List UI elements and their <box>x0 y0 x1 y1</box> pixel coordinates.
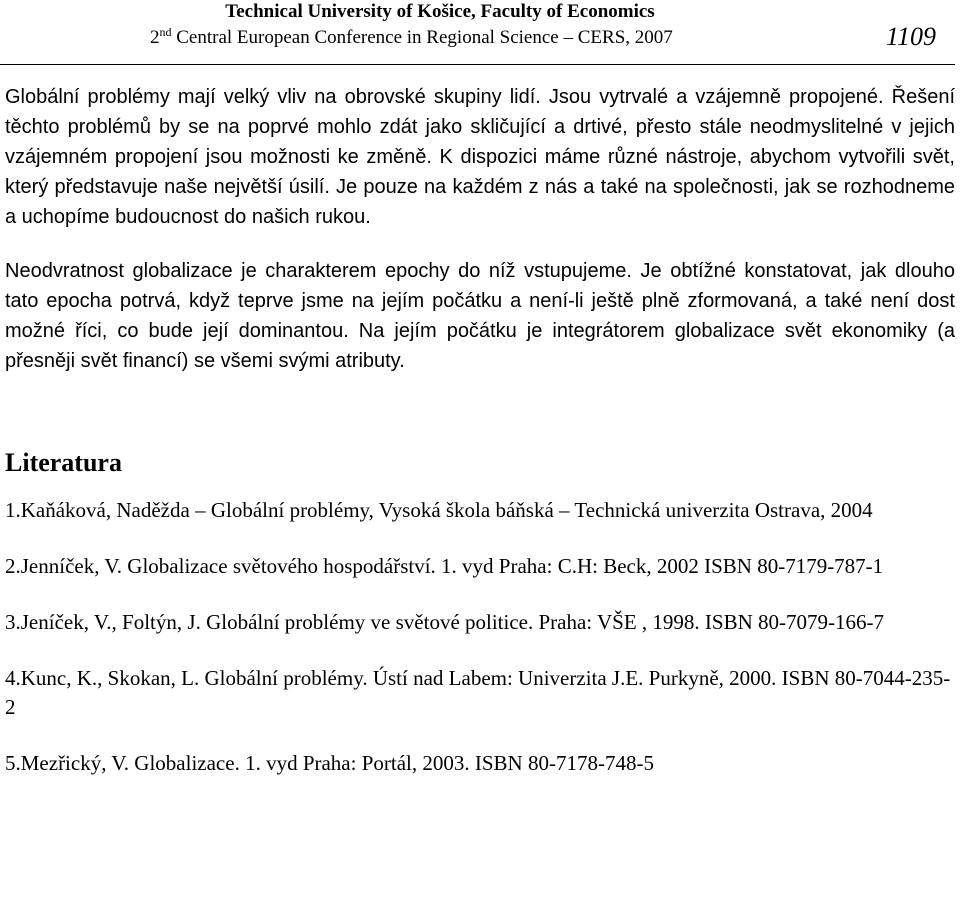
header-divider <box>0 64 955 65</box>
body-paragraph: Globální problémy mají velký vliv na obrovské skupiny lidí. Jsou vytrvalé a vzájemně propojené. Řešení těchto problémů by se na poprvé mohlo zdát jako skličující a drtivé, přesto stále neodmyslitelné v jejich vzájemném propojení jsou možnosti ke změně. K dispozici máme různé nástroje, abychom vytvořili svět, který představuje naše největší úsilí. Je pouze na každém z nás a také na společnosti, jak se rozhodneme a uchopíme budoucnost do našich rukou. <box>5 86 955 228</box>
reference-item: 5.Mezřický, V. Globalizace. 1. vyd Praha: Portál, 2003. ISBN 80-7178-748-5 <box>5 751 654 775</box>
literature-heading: Literatura <box>5 448 122 477</box>
reference-item: 4.Kunc, K., Skokan, L. Globální problémy. Ústí nad Labem: Univerzita J.E. Purkyně, 2000. ISBN 80-7044-235-2 <box>5 666 951 719</box>
conference-ordinal: 2 <box>150 27 160 48</box>
reference-item: 2.Jenníček, V. Globalizace světového hospodářství. 1. vyd Praha: C.H: Beck, 2002 ISBN 80-7179-787-1 <box>5 554 884 578</box>
page-number: 1109 <box>885 22 936 51</box>
reference-item: 3.Jeníček, V., Foltýn, J. Globální problémy ve světové politice. Praha: VŠE , 1998. ISBN 80-7079-166-7 <box>5 610 885 634</box>
reference-item: 1.Kaňáková, Naděžda – Globální problémy, Vysoká škola báňská – Technická univerzita Ostrava, 2004 <box>5 498 873 522</box>
body-paragraph: Neodvratnost globalizace je charakterem epochy do níž vstupujeme. Je obtížné konstatovat, jak dlouho tato epocha potrvá, když teprve jsme na jejím počátku a není-li ještě plně zformovaná, a také není dost možné říci, co bude její dominantou. Na jejím počátku je integrátorem globalizace svět ekonomiky (a přesněji svět financí) se všemi svými atributy. <box>5 260 955 372</box>
institution-title: Technical University of Košice, Faculty of Economics <box>225 1 655 22</box>
conference-title <box>150 26 673 50</box>
conference-ordinal-suffix: nd <box>159 25 172 39</box>
reference-list <box>5 496 955 778</box>
conference-name: Central European Conference in Regional Science – CERS, 2007 <box>171 27 673 48</box>
page-content <box>5 82 955 778</box>
